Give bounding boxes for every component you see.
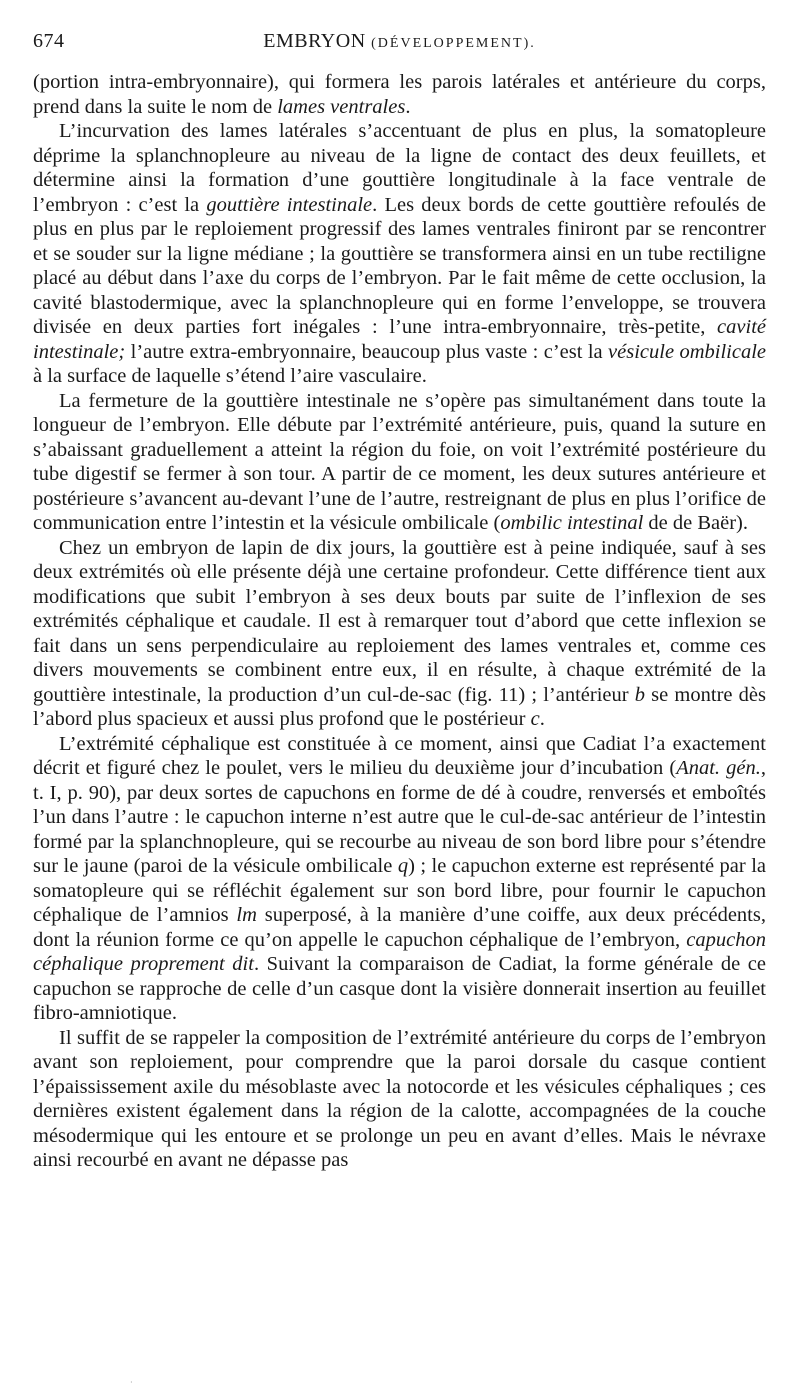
scan-specks: · bbox=[130, 1378, 133, 1387]
italic-term: capuchon céphalique proprement dit bbox=[33, 928, 766, 975]
text-run: L’extrémité céphalique est constituée à ce moment, ainsi que Cadiat l’a exactement décrit et figuré chez le poulet, vers le milieu du deuxième jour d’incubation ( bbox=[33, 732, 766, 779]
italic-term: vésicule ombilicale bbox=[608, 340, 766, 363]
running-title-sub: (DÉVELOPPEMENT). bbox=[371, 36, 536, 51]
paragraph bbox=[33, 389, 766, 536]
text-run: La fermeture de la gouttière intestinale ne s’opère pas simultanément dans toute la longueur de l’embryon. Elle débute par l’extrémité antérieure, puis, quand la suture en s’abaissant graduellement a atteint la région du foie, on voit l’extrémité postérieure du tube digestif se fermer à son tour. A partir de ce moment, les deux sutures antérieure et postérieure s’avancent au-devant l’une de l’autre, restreignant de plus en plus l’orifice de communication entre l’intestin et la vésicule ombilicale ( bbox=[33, 389, 766, 534]
text-run: de de Baër). bbox=[643, 512, 749, 534]
text-run: . Suivant la comparaison de Cadiat, la forme générale de ce capuchon se rapproche de celle d’un casque dont la visière donnerait insertion au feuillet fibro-amniotique. bbox=[33, 953, 767, 1024]
text-run: ) ; le capuchon externe est représenté par la somatopleure qui se réfléchit également sur son bord libre, pour fournir le capuchon céphalique de l’amnios bbox=[33, 855, 766, 926]
text-run: . bbox=[539, 708, 545, 730]
paragraph bbox=[33, 732, 766, 1026]
paragraph bbox=[33, 536, 766, 732]
running-header bbox=[33, 30, 766, 70]
text-run: Chez un embryon de lapin de dix jours, la gouttière est à peine indiquée, sauf à ses deux extrémités où elle présente déjà une certaine profondeur. Cette différence tient aux modifications que subit l’embryon à ses deux bouts par suite de l’inflexion de ses extrémités céphalique et caudale. Il est à remarquer tout d’abord que cette inflexion se fait dans un sens perpendiculaire au reploiement des lames ventrales et, comme ces divers mouvements se combinent entre eux, il en résulte, à chaque extrémité de la gouttière intestinale, la production d’un cul-de-sac (fig. 11) ; l’antérieur bbox=[33, 536, 766, 706]
paragraph bbox=[33, 70, 766, 119]
text-run: Il suffit de se rappeler la composition de l’extrémité antérieure du corps de l’embryon avant son reploiement, pour comprendre que la paroi dorsale du casque contient l’épaississement axile du mésoblaste avec la notocorde et les vésicules céphaliques ; ces dernières existent également dans la région de la calotte, accompagnées de la couche mésodermique qui les entoure et se prolonge un peu en avant d’elles. Mais le névraxe ainsi recourbé en avant ne dépasse pas bbox=[33, 1026, 766, 1171]
italic-term: q bbox=[397, 855, 409, 877]
text-run: superposé, à la manière d’une coiffe, aux deux précédents, dont la réunion forme ce qu’on appelle le capuchon céphalique de l’embryon, bbox=[33, 904, 766, 951]
text-run: . Les deux bords de cette gouttière refoulés de plus en plus par le reploiement progressif des lames ventrales finiront par se rencontrer et se souder sur la ligne médiane ; la gouttière se transformera ainsi en un tube rectiligne placé au début dans l’axe du corps de l’embryon. Par le fait même de cette occlusion, la cavité blastodermique, avec la splanchnopleure qui en forme l’enveloppe, se trouvera divisée en deux parties fort inégales : l’une intra-embryonnaire, très-petite, bbox=[33, 193, 766, 338]
italic-term: ombilic intestinal bbox=[500, 512, 644, 534]
body-text bbox=[33, 70, 766, 1173]
text-run: à la surface de laquelle s’étend l’aire vasculaire. bbox=[33, 365, 427, 387]
text-run: l’autre extra-embryonnaire, beaucoup plus vaste : c’est la bbox=[125, 340, 609, 363]
italic-term: cavité intestinale; bbox=[33, 316, 766, 363]
italic-term: Anat. gén. bbox=[676, 757, 761, 779]
italic-term: b bbox=[634, 683, 645, 706]
paragraph bbox=[33, 119, 766, 389]
text-run: . bbox=[405, 95, 411, 118]
text-run: (portion intra-embryonnaire), qui formera les parois latérales et antérieure du corps, prend dans la suite le nom de bbox=[33, 71, 766, 118]
italic-term: c bbox=[530, 708, 540, 730]
running-title bbox=[33, 30, 766, 53]
italic-term: lm bbox=[236, 904, 257, 926]
italic-term: gouttière intestinale bbox=[206, 193, 373, 216]
text-run: , t. I, p. 90), par deux sortes de capuchons en forme de dé à coudre, renversés et emboîtés l’un dans l’autre : le capuchon interne n’est autre que le cul-de-sac antérieur de l’intestin formé par la splanchnopleure, qui se recourbe au niveau de son bord libre pour s’étendre sur le jaune (paroi de la vésicule ombilicale bbox=[33, 757, 766, 877]
italic-term: lames ventrales bbox=[277, 95, 406, 118]
running-title-main: EMBRYON bbox=[263, 30, 366, 52]
text-run: L’incurvation des lames latérales s’accentuant de plus en plus, la somatopleure déprime la splanchnopleure au niveau de la ligne de contact des deux feuillets, et détermine ainsi la formation d’une gouttière longitudinale à la face ventrale de l’embryon : c’est la bbox=[33, 120, 766, 216]
paragraph bbox=[33, 1026, 766, 1173]
text-run: se montre dès l’abord plus spacieux et aussi plus profond que le postérieur bbox=[33, 683, 766, 730]
page-number: 674 bbox=[33, 30, 65, 52]
